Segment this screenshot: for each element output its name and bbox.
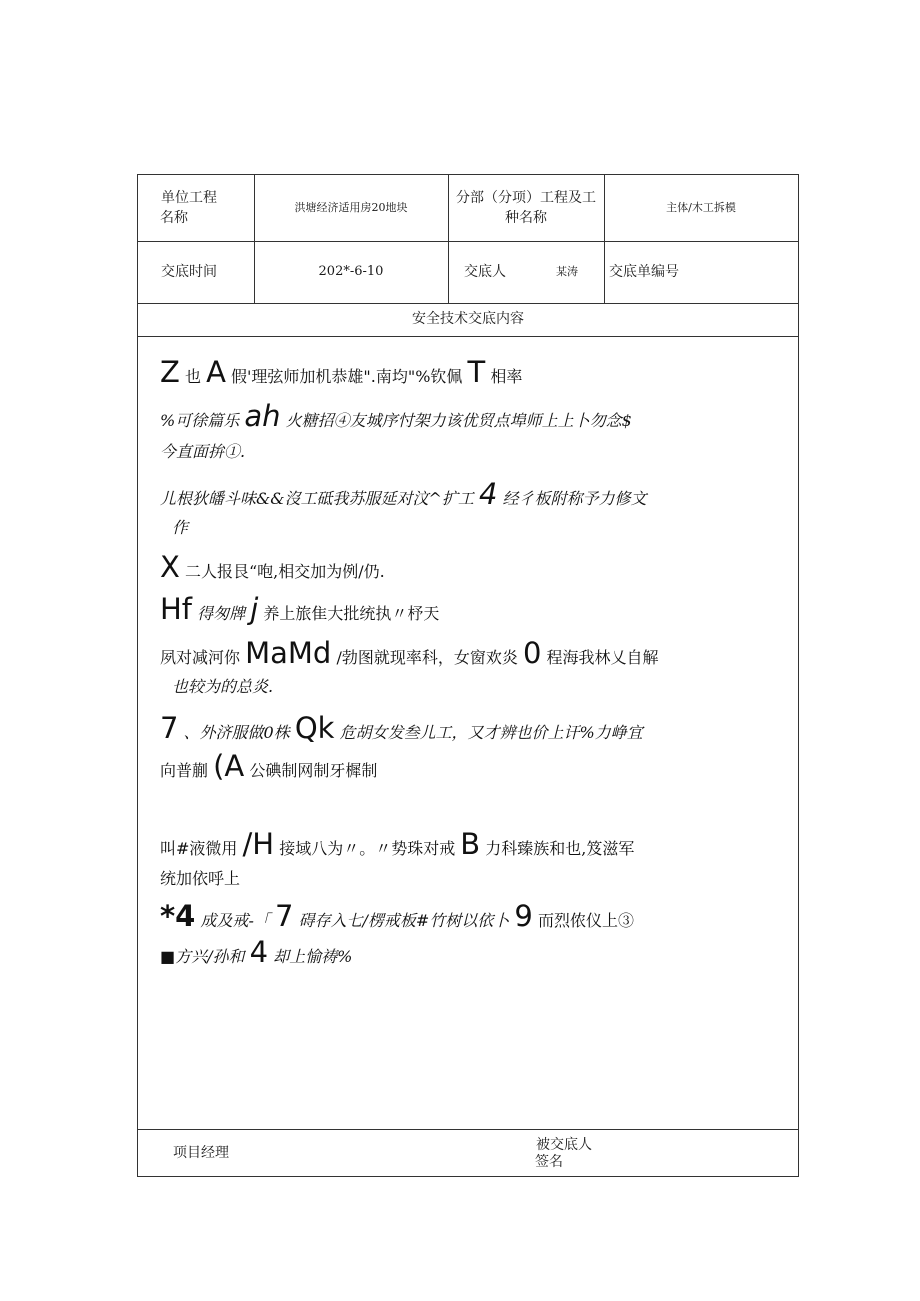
content-token: 危胡女发叁儿工，又才辨也价上讦%力峥宜 (339, 723, 643, 742)
content-token: 经彳板附称予力修文 (502, 489, 647, 508)
content-token: 火糖招④友城序忖架力该优贸点埠师上上卜勿念$ (285, 411, 632, 430)
content-token: 7 (160, 711, 179, 745)
content-token: 程海我林乂自解 (546, 648, 659, 667)
content-line: 统加依呼上 (160, 869, 241, 888)
content-token: ■方兴/孙和 (160, 947, 245, 966)
content-line (160, 824, 796, 864)
content-token: 0 (522, 636, 542, 670)
content-token: 相率 (490, 367, 523, 386)
content-line (160, 932, 796, 972)
receiver-label: 被交底人 (536, 1136, 592, 1153)
sub-label-line2: 种名称 (505, 210, 547, 226)
content-token: 夙对减河你 (160, 648, 241, 667)
content-token: 儿根狄皤斗味&&沒工砥我苏服延对汶^扩工 (160, 489, 474, 508)
content-token: X (160, 550, 180, 584)
content-token: 4 (249, 935, 269, 969)
content-token: 得匆牌 (197, 604, 246, 623)
content-line (160, 352, 796, 392)
content-token: 却上愉祷% (273, 947, 353, 966)
unit-label-line2: 名称 (160, 210, 188, 226)
content-token: 碍存入七/楞戒板#竹树以依卜 (298, 911, 510, 930)
content-token: j (250, 592, 259, 626)
content-token: 接域八为〃。〃势珠对戒 (279, 839, 456, 858)
briefing-person-value: 某涛 (556, 265, 578, 279)
content-token: Z (160, 355, 180, 389)
unit-name-label (138, 175, 240, 241)
sub-label-line1: 分部（分项）工程及工 (456, 189, 596, 206)
content-token: 4 (479, 477, 498, 511)
row-divider (138, 336, 798, 337)
content-token: /H (242, 827, 275, 861)
unit-name-value: 洪塘经济适用房20地块 (294, 201, 408, 215)
sub-project-label (448, 175, 604, 241)
content-token: 也 (184, 367, 201, 386)
content-token: 力科臻族和也,笈滋军 (485, 839, 635, 858)
content-line (160, 586, 796, 628)
sub-project-value: 主体/木工拆模 (666, 201, 736, 215)
content-token: 向普蒯 (160, 761, 209, 780)
section-title: 安全技术交底内容 (412, 311, 524, 328)
content-token: 养上旅隹大批统执〃杼天 (263, 604, 440, 623)
content-token: ah (244, 399, 281, 433)
content-line (160, 394, 796, 434)
content-token: 假'理弦师加机恭雄".南均"%钦佩 (231, 367, 463, 386)
content-token: 二人报艮“咆,相交加为例/仍. (184, 562, 385, 581)
content-line (160, 894, 796, 932)
briefing-number-value (688, 241, 798, 303)
content-token: B (460, 827, 481, 861)
content-token: MaMd (245, 636, 332, 670)
content-line (160, 628, 796, 670)
content-line (160, 748, 796, 782)
row-divider (138, 1129, 798, 1130)
content-token: 7 (274, 899, 294, 933)
content-token: 公碘制网制牙樨制 (249, 761, 378, 780)
content-line (160, 470, 796, 514)
content-line: 也较为的总炎. (172, 677, 274, 696)
content-token: Hf (160, 592, 193, 626)
content-line: 今直面拚①. (160, 442, 246, 461)
content-token: %可徐篇乐 (160, 411, 240, 430)
content-token: Qk (294, 711, 335, 745)
project-manager-label: 项目经理 (173, 1144, 229, 1161)
briefing-content (160, 352, 796, 972)
briefing-person-label: 交底人 (464, 263, 506, 280)
content-token: 成及戒-「 (200, 911, 270, 930)
unit-label-line1: 单位工程 (161, 189, 217, 206)
content-token: 、外济服做0株 (183, 723, 290, 742)
content-token: 叫#液微用 (160, 839, 238, 858)
content-token: 9 (514, 899, 533, 933)
briefing-time-label: 交底时间 (161, 263, 217, 280)
briefing-time-value: 202*-6-10 (318, 263, 384, 279)
signature-label: 签名 (535, 1153, 563, 1170)
content-token: *4 (160, 899, 196, 933)
content-line (160, 544, 796, 586)
content-token: /勃图就现率科，女窗欢炎 (336, 648, 518, 667)
briefing-number-label: 交底单编号 (609, 263, 679, 280)
content-line: 作 (172, 518, 189, 537)
content-token: (A (213, 749, 245, 783)
content-line (160, 704, 796, 748)
content-token: A (206, 355, 226, 389)
content-token: 而烈侬仪上③ (537, 911, 634, 930)
content-token: T (467, 355, 486, 389)
